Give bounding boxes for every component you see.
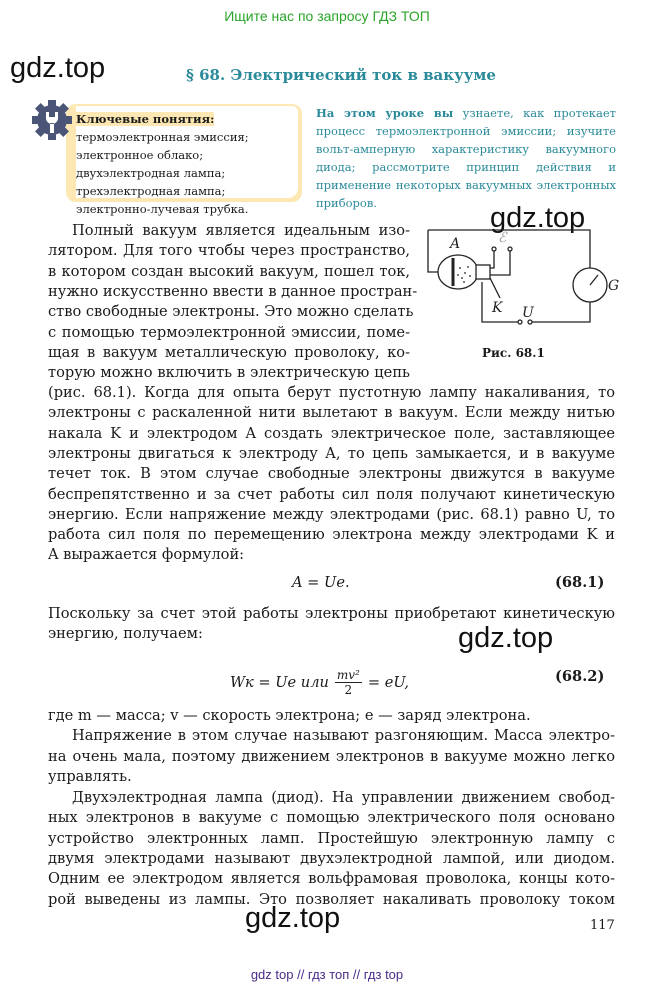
text-line: нужно искусственно ввести в данное простран- (48, 282, 418, 300)
text-line: A выражается формулой: (48, 546, 245, 564)
text-line: Одним ее электродом является вольфрамовая проволока, концы кото- (48, 870, 615, 888)
label-emf: ℰ (498, 230, 507, 246)
text-line: управлять. (48, 767, 132, 785)
text-line: торую можно включить в электрическую цепь (48, 364, 410, 382)
text-line: лятором. Для того чтобы через пространство, (48, 242, 410, 260)
equation-number: (68.2) (555, 668, 605, 685)
text-line: накала K и электродом A создать электрическое поле, заставляющее (48, 424, 615, 442)
section-title: § 68. Электрический ток в вакууме (186, 66, 496, 84)
text-line: в котором создан высокий вакуум, пошел ток, (48, 262, 410, 280)
text-line: течет ток. В этом случае свободные электроны движутся в вакууме (48, 465, 615, 483)
watermark: gdz.top (10, 52, 106, 84)
text-line: Поскольку за счет этой работы электроны приобретают кинетическую (48, 605, 615, 622)
label-cathode: K (492, 300, 503, 316)
footer-links[interactable]: gdz top // гдз топ // гдз top (250, 967, 404, 982)
label-galvanometer: G (608, 278, 620, 294)
text-line: устройство электронных ламп. Простейшую электронную лампу с (48, 829, 615, 847)
text-line: работа сил поля по перемещению электрона между электродами K и (48, 526, 615, 544)
text-line: щая в вакуум металлическую проволоку, ко- (48, 343, 410, 361)
text-line: беспрепятственно и за счет работы сил поля получают кинетическую (48, 485, 615, 503)
key-concepts-text: Ключевые понятия: термоэлектронная эмиссия; электронное облако; двухэлектродная лампа; трехэлектродная лампа; электронно-лучевая трубка. (76, 112, 249, 216)
text-line: двумя электродами называют двухэлектродной лампой, или диодом. (48, 849, 615, 867)
formula-68-2: Wк = Ue или $\frac{\text{mv²}}{2}$ = eU, (230, 668, 409, 697)
text-line: электроны с раскаленной нити вылетают в вакуум. Если между нитью (48, 404, 615, 422)
watermark: gdz.top (490, 202, 586, 234)
circuit-diagram (420, 220, 620, 345)
lesson-goals: На этом уроке вы узнаете, как протекает процесс термоэлектронной эмиссии; изучите вольт-амперную характеристику вакуумного диода; рассмотрите принцип действия и применение некоторых вакуумных электронных приборов. (316, 106, 616, 210)
text-line: (рис. 68.1). Когда для опыта берут пустотную лампу накаливания, то (48, 384, 615, 401)
text-line: Двухэлектродная лампа (диод). На управлении движением свобод- (72, 789, 615, 806)
equation-number: (68.1) (555, 574, 605, 591)
text-line: ных электронов в вакууме с помощью электрического поля основано (48, 809, 615, 827)
text-line: Полный вакуум является идеальным изо- (72, 222, 410, 239)
text-line: рой выведены из лампы. Это позволяет накаливать проволоку током (48, 890, 615, 908)
text-line: энергию. Если напряжение между электродами (рис. 68.1) равно U, то (48, 505, 615, 523)
text-line: электроны двигаться к электроду A, то цепь замыкается, и в вакууме (48, 444, 615, 462)
text-line: ство свободные электроны. Это можно сделать (48, 303, 414, 321)
watermark: gdz.top (458, 622, 554, 654)
text-line: энергию, получаем: (48, 625, 203, 643)
page-number: 117 (590, 918, 615, 933)
gear-wrench-icon (30, 98, 74, 142)
label-voltage: U (522, 305, 534, 321)
text-line: с помощью термоэлектронной эмиссии, поме- (48, 323, 410, 341)
search-hint-link[interactable]: Ищите нас по запросу ГДЗ ТОП (224, 8, 430, 24)
text-line: на очень мала, поэтому движением электронов в вакууме можно легко (48, 747, 615, 765)
label-anode: A (450, 236, 461, 252)
watermark: gdz.top (245, 902, 341, 934)
figure-caption: Рис. 68.1 (482, 346, 545, 360)
formula-68-1: A = Ue. (292, 574, 350, 591)
text-line: Напряжение в этом случае называют разгоняющим. Масса электро- (72, 727, 615, 745)
text-line: где m — масса; v — скорость электрона; e — заряд электрона. (48, 707, 531, 724)
